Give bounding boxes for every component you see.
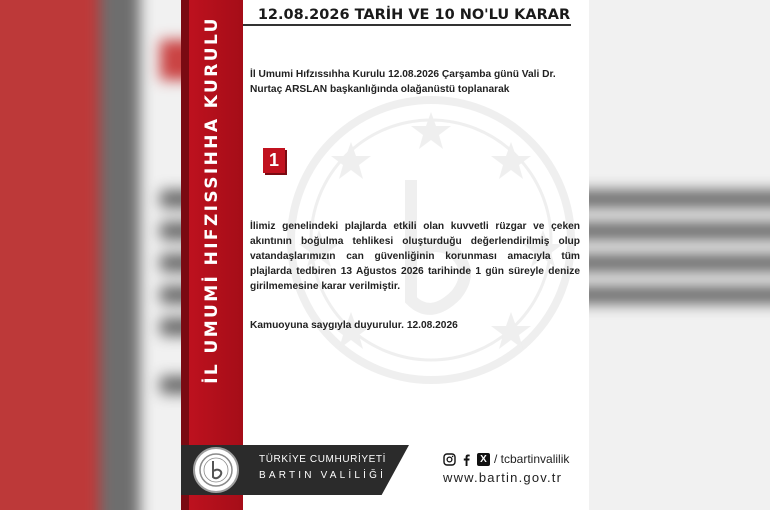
social-handle[interactable]: / tcbartinvalilik xyxy=(494,452,570,466)
announcement-card xyxy=(181,0,589,510)
website-link[interactable]: www.bartin.gov.tr xyxy=(443,470,563,485)
facebook-icon[interactable] xyxy=(460,453,473,466)
decision-paragraph: İlimiz genelindeki plajlarda etkili olan kuvvetli rüzgar ve çeken akıntının boğulma tehlikesi oluşturduğu değerlendirilmiş olup vatandaşlarımızın can güvenliğinin korunması amacıyla tüm plajlarda tedbiren 13 Ağustos 2026 tarihinde 1 gün süreyle denize girilmemesine karar verilmiştir. xyxy=(250,221,580,292)
sidebar-title: İL UMUMİ HIFZISSIHHA KURULU xyxy=(202,16,222,384)
title-underline xyxy=(243,24,571,26)
closing-line: Kamuoyuna saygıyla duyurulur. 12.08.2026 xyxy=(250,320,458,331)
intro-paragraph: İl Umumi Hıfzıssıhha Kurulu 12.08.2026 Çarşamba günü Vali Dr. Nurtaç ARSLAN başkanlığında olağanüstü toplanarak xyxy=(250,69,556,95)
sidebar-edge xyxy=(181,0,189,510)
social-links xyxy=(443,452,569,466)
footer-governorship-name: BARTIN VALİLİĞİ xyxy=(259,470,387,481)
document-title: 12.08.2026 TARİH VE 10 NO'LU KARAR xyxy=(257,7,571,23)
bartin-seal-icon xyxy=(193,447,239,493)
instagram-icon[interactable] xyxy=(443,453,456,466)
item-number-badge: 1 xyxy=(263,148,285,173)
x-icon[interactable]: X xyxy=(477,453,490,466)
footer-state-name: TÜRKİYE CUMHURİYETİ xyxy=(259,454,386,465)
